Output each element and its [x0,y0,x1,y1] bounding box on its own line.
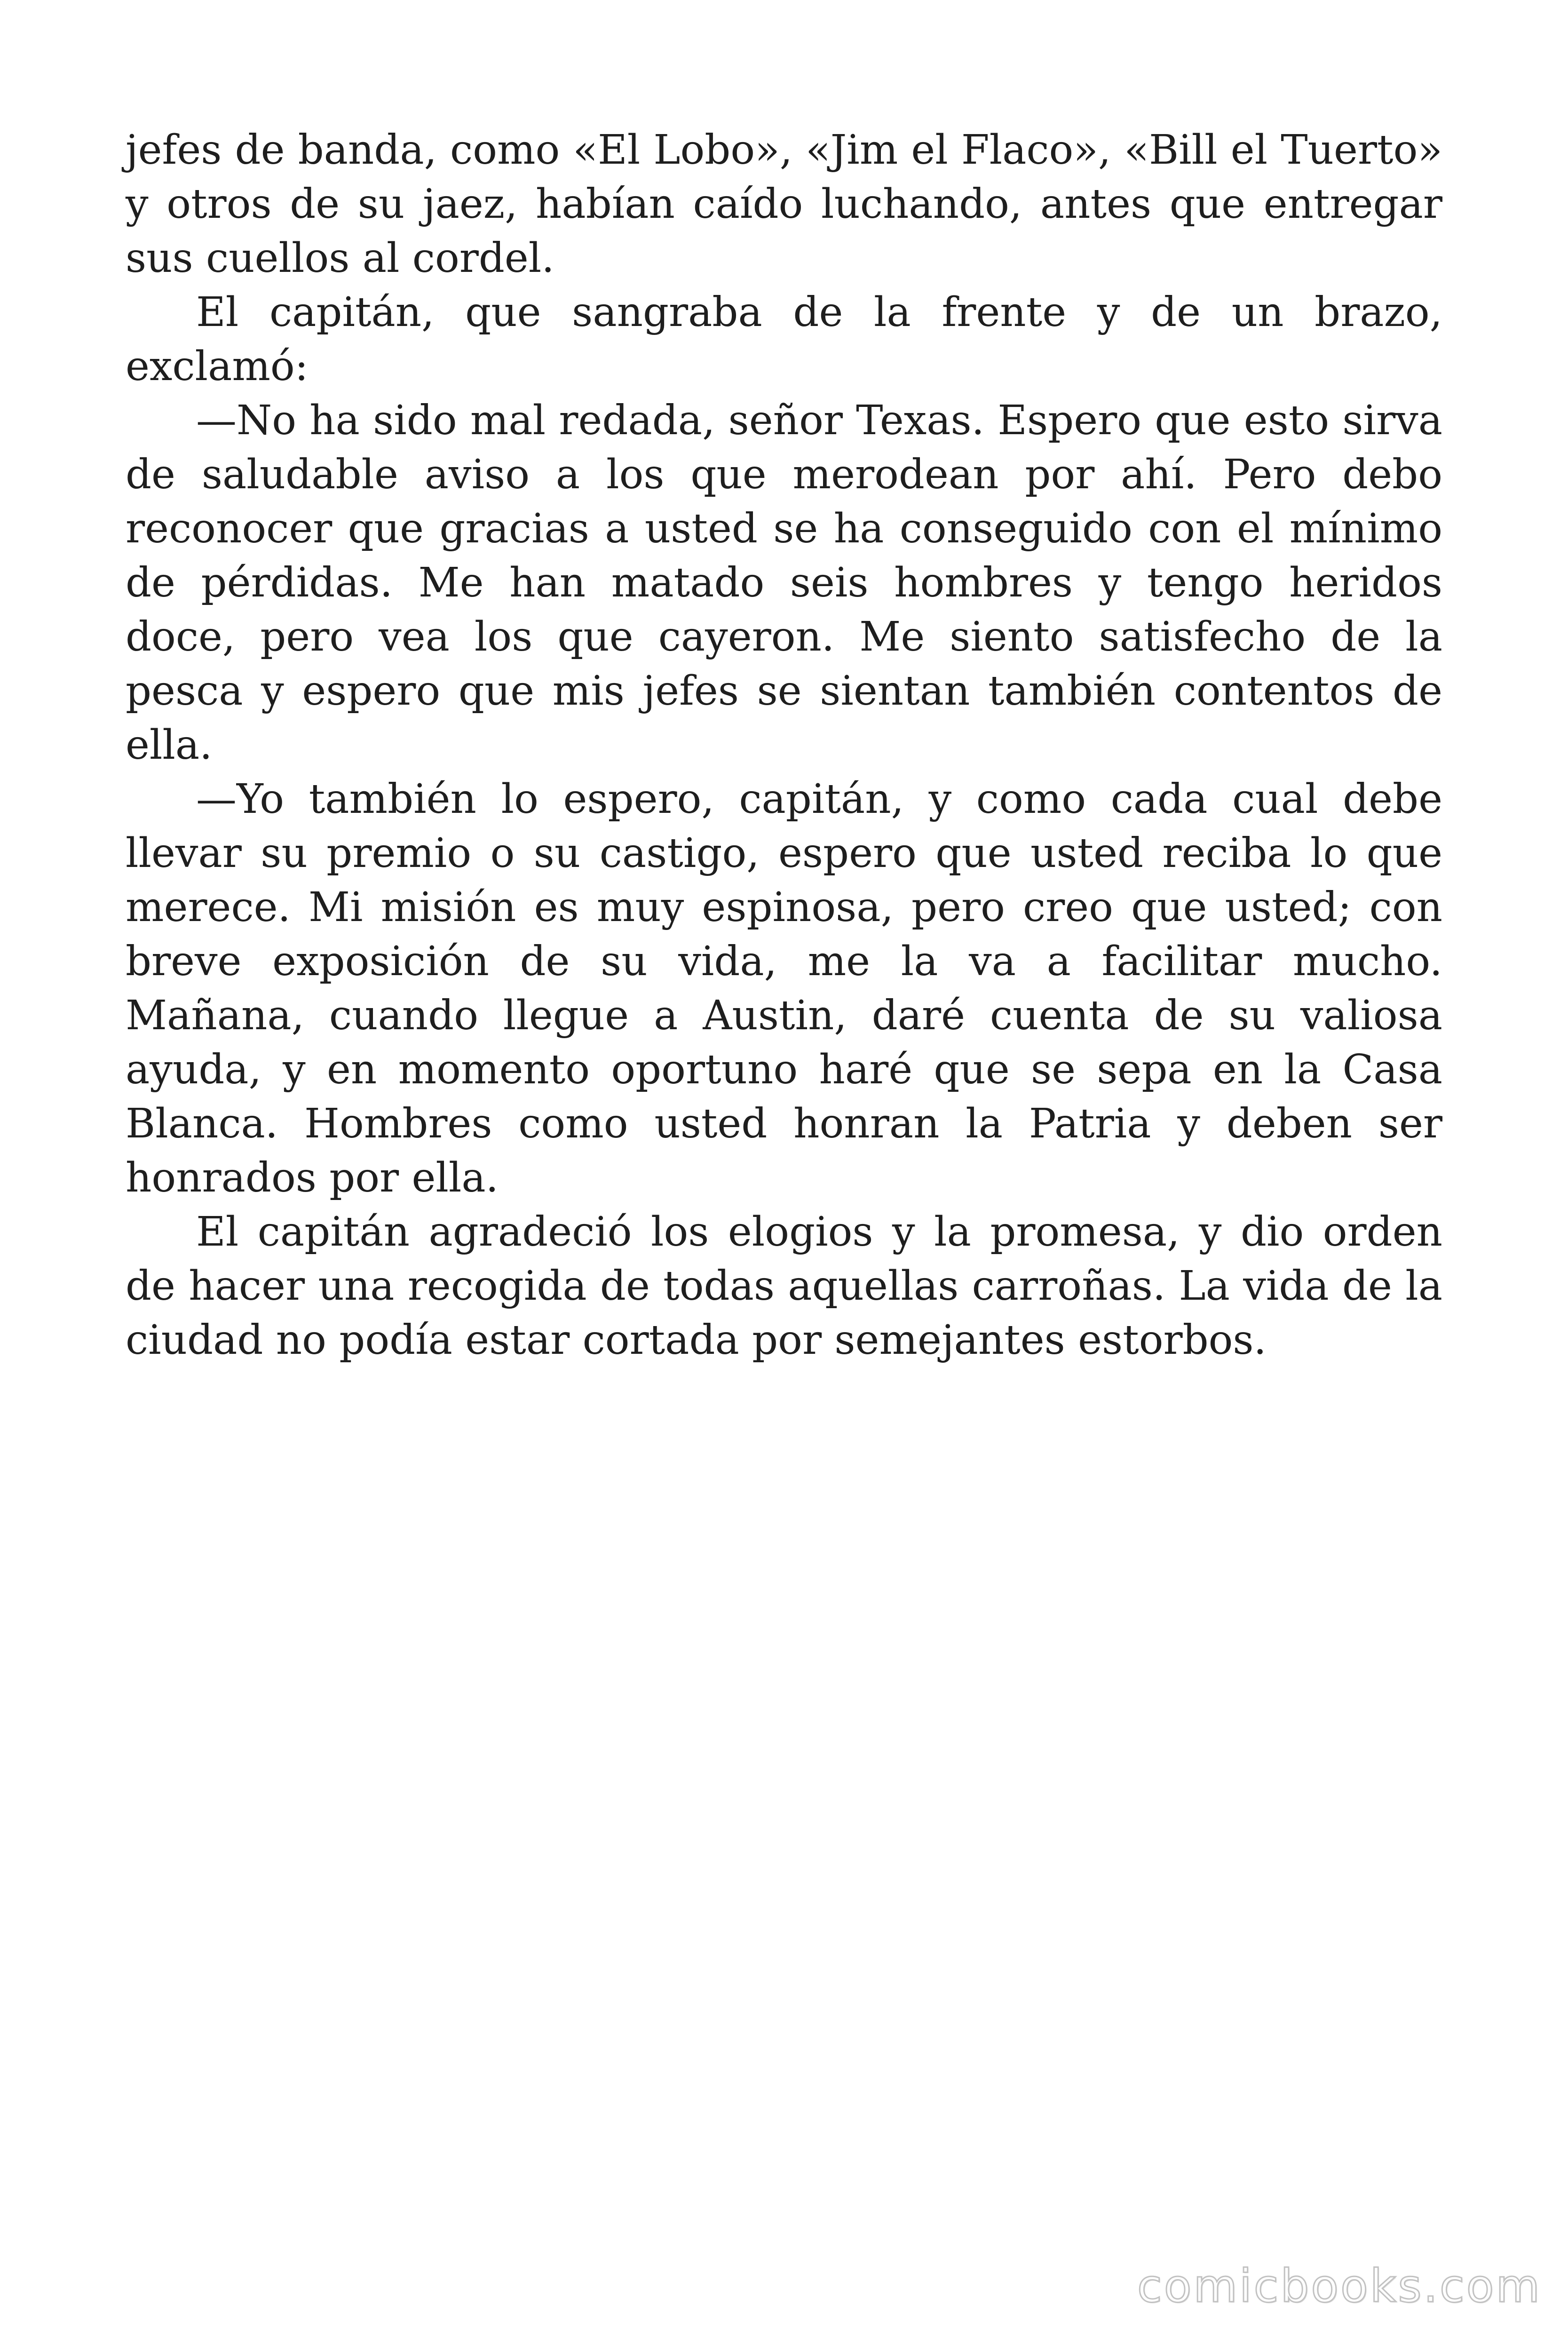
paragraph-continuation: jefes de banda, como «El Lobo», «Jim el Flaco», «Bill el Tuerto» y otros de su jaez, habían caído luchando, antes que entregar sus cuellos al cordel. [126,127,1442,282]
body-text [126,123,1442,1367]
paragraph-narration: El capitán, que sangraba de la frente y de un brazo, exclamó: [126,289,1442,390]
paragraph-closing: El capitán agradeció los elogios y la promesa, y dio orden de hacer una recogida de todas aquellas carroñas. La vida de la ciudad no podía estar cortada por semejantes estorbos. [126,1208,1442,1364]
paragraph-dialogue-captain: —No ha sido mal redada, señor Texas. Espero que esto sirva de saludable aviso a los que merodean por ahí. Pero debo reconocer que gracias a usted se ha conseguido con el mínimo de pérdidas. Me han matado seis hombres y tengo heridos doce, pero vea los que cayeron. Me siento satisfecho de la pesca y espero que mis jefes se sientan también contentos de ella. [126,397,1442,769]
watermark-logo: comicbooks.com [1137,2260,1542,2312]
paragraph-dialogue-texas: —Yo también lo espero, capitán, y como cada cual debe llevar su premio o su castigo, espero que usted reciba lo que merece. Mi misión es muy espinosa, pero creo que usted; con breve exposición de su vida, me la va a facilitar mucho. Mañana, cuando llegue a Austin, daré cuenta de su valiosa ayuda, y en momento oportuno haré que se sepa en la Casa Blanca. Hombres como usted honran la Patria y deben ser honrados por ella. [126,776,1442,1201]
